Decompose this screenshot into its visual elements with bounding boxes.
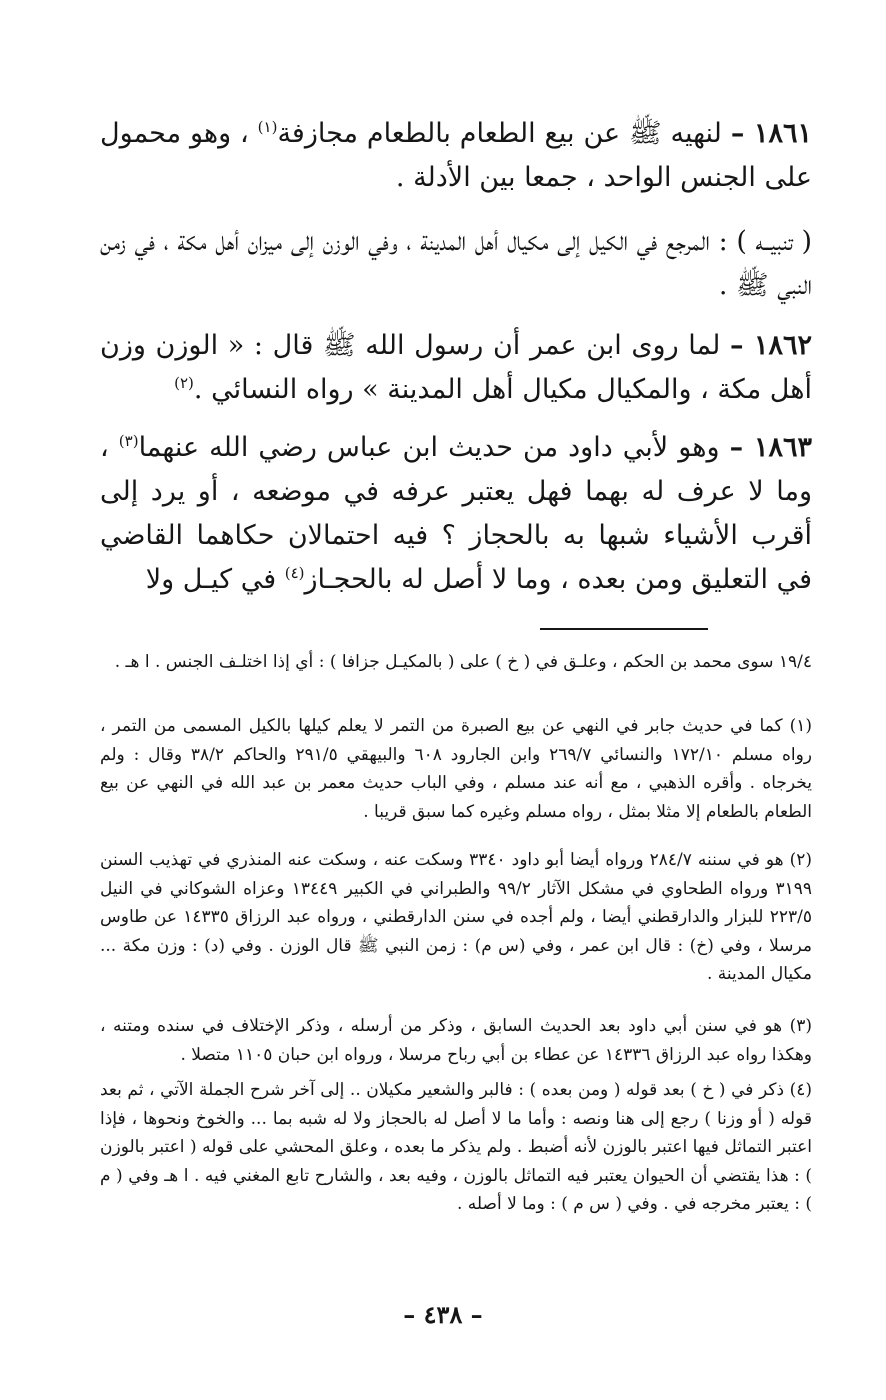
- paragraph-1862: [100, 324, 812, 412]
- page-number: – ٤٣٨ –: [403, 1300, 483, 1329]
- entry-number: ١٨٦٢ –: [730, 330, 812, 361]
- footnote-3: (٣) هو في سنن أبي داود بعد الحديث السابق ، وذكر من أرسله ، وذكر الإختلاف في سنده ومتنه ، وهكذا رواه عبد الرزاق ١٤٣٣٦ عن عطاء بن أبي رباح مرسلا ، ورواه ابن حبان ١١٠٥ متصلا .: [100, 1016, 812, 1065]
- entry-number: ١٨٦١ –: [730, 118, 813, 149]
- paragraph-text-tail: في كيـل ولا: [145, 564, 277, 595]
- footnote-marker: (١): [257, 118, 278, 136]
- entry-number: ١٨٦٣ –: [729, 432, 812, 463]
- tanbih-note: ( تنبيــه ) : المرجع في الكيل إلى مكيال أهل المدينة ، وفي الوزن إلى ميزان أهل مكة ، في زمن النبي ﷺ .: [100, 226, 812, 301]
- paragraph-1861: [100, 112, 812, 200]
- footnote-1: (١) كما في حديث جابر في النهي عن بيع الصبرة من التمر لا يعلم كيلها بالكيل المسمى من التمر ، رواه مسلم ١٧٢/١٠ والنسائي ٢٦٩/٧ وابن الجارود ٦٠٨ والبيهقي ٢٩١/٥ والحاكم ٣٨/٢ وقال : ولم يخرجاه . وأقره الذهبي ، مع أنه عند مسلم ، وفي الباب حديث معمر بن عبد الله في النهي عن بيع الطعام بالطعام إلا مثلا بمثل ، رواه مسلم وغيره كما سبق قريبا .: [100, 716, 812, 822]
- footnote-2: (٢) هو في سننه ٢٨٤/٧ ورواه أيضا أبو داود ٣٣٤٠ وسكت عنه ، وسكت عنه المنذري في تهذيب السنن ٣١٩٩ ورواه الطحاوي في مشكل الآثار ٩٩/٢ والطبراني في الكبير ١٣٤٤٩ وعزاه الشوكاني في النيل ٢٢٣/٥ للبزار والدارقطني أيضا ، ولم أجده في سنن الدارقطني ، ورواه عبد الرزاق ١٤٣٣٥ عن طاوس مرسلا ، وفي (خ) : قال ابن عمر ، وفي (س م) : زمن النبي ﷺ قال الوزن . وفي (د) : وزن مكة ... مكيال المدينة .: [100, 850, 812, 984]
- paragraph-text: لما روى ابن عمر أن رسول الله ﷺ قال : « الوزن وزن أهل مكة ، والمكيال مكيال أهل المدينة » رواه النسائي .: [100, 330, 812, 405]
- paragraph-text-tail: ، وهو محمول على الجنس الواحد ، جمعا بين الأدلة .: [100, 118, 812, 193]
- footnote-continuation: ١٩/٤ سوى محمد بن الحكم ، وعلـق في ( خ ) على ( بالمكيـل جزافا ) : أي إذا اختلـف الجنس . ا هـ .: [114, 652, 812, 672]
- paragraph-1863: [100, 426, 812, 602]
- footnote-4: (٤) ذكر في ( خ ) بعد قوله ( ومن بعده ) : فالبر والشعير مكيلان .. إلى آخر شرح الجملة الآتي ، ثم بعد قوله ( أو وزنا ) رجع إلى هنا ونصه : وأما ما لا أصل له بالحجاز ولا له شبه بما ... والخوخ ونحوها ، فإذا اعتبر التماثل فيها اعتبر بالوزن لأنه أضبط . ولم يذكر ما بعده ، وعلق المحشي على قوله ( اعتبر بالوزن ) : هذا يقتضي أن الحيوان يعتبر فيه التماثل بالوزن ، وفيه بعد ، والشارح تابع المغني فيه . ا هـ وفي ( م ) : يعتبر مخرجه في . وفي ( س م ) : وما لا أصله .: [100, 1080, 812, 1214]
- paragraph-text: لنهيه ﷺ عن بيع الطعام بالطعام مجازفة: [277, 118, 722, 149]
- footnote-marker: (٢): [174, 374, 194, 392]
- paragraph-text-middle: ، وما لا عرف له بهما فهل يعتبر عرفه في موضعه ، أو يرد إلى أقرب الأشياء شبها به بالحجاز ؟ فيه احتمالان حكاهما القاضي في التعليق ومن بعده ، وما لا أصل له بالحجـاز: [100, 432, 812, 595]
- paragraph-text: وهو لأبي داود من حديث ابن عباس رضي الله عنهما: [138, 432, 720, 463]
- footnote-marker: (٤): [284, 564, 305, 582]
- footnote-marker: (٣): [118, 432, 139, 450]
- footnote-separator: [540, 628, 708, 630]
